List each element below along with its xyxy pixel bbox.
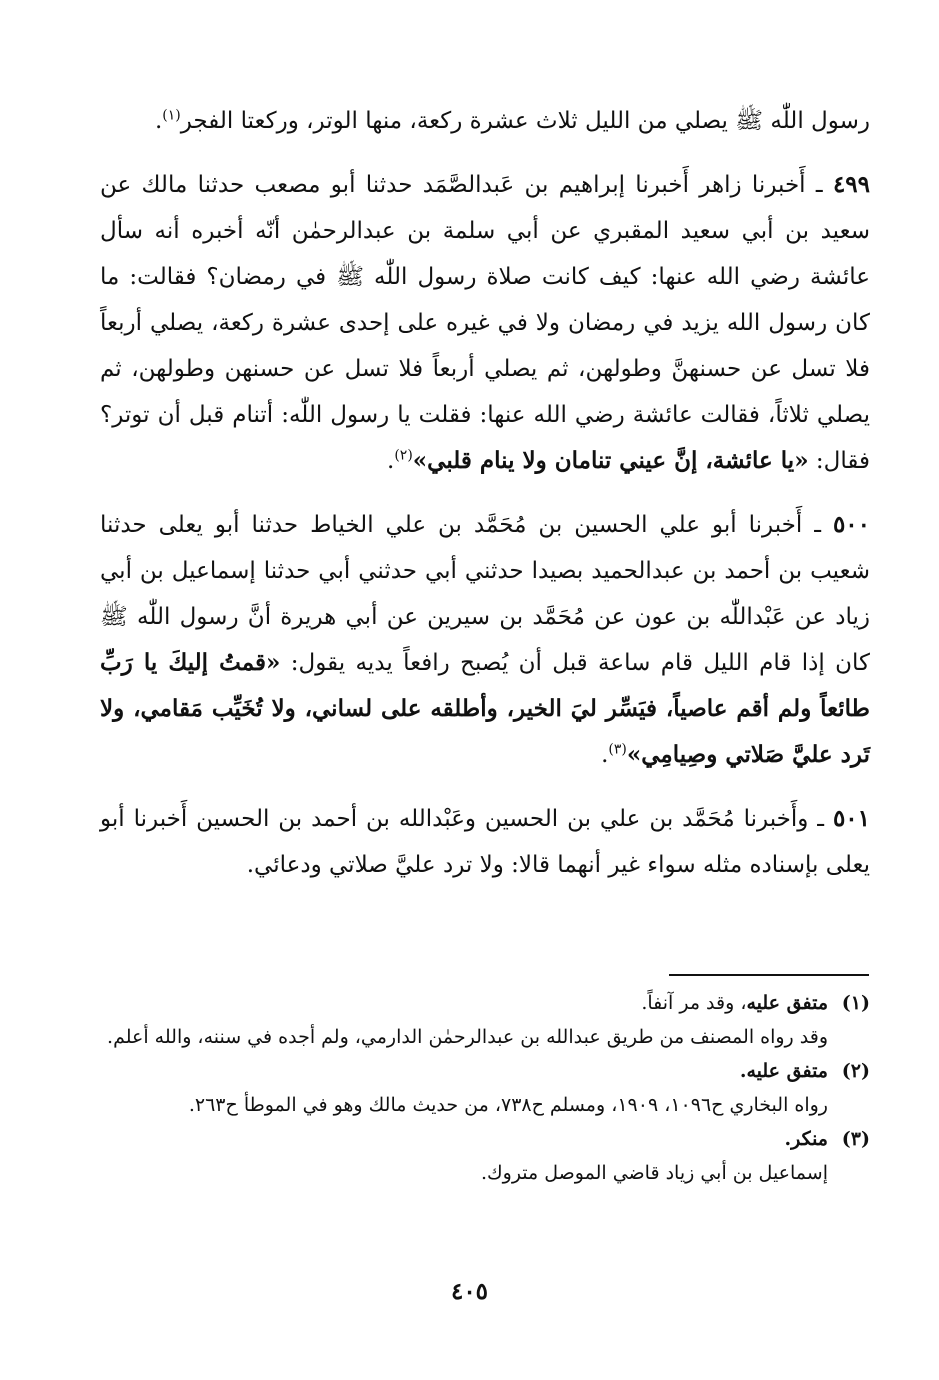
hadith-501 (100, 796, 870, 888)
footnote-3-detail: إسماعيل بن أبي زياد قاضي الموصل متروك. (480, 1162, 828, 1184)
hadith-number: ٤٩٩ (832, 171, 870, 198)
paragraph-end: . (387, 448, 395, 474)
paragraph-text: رسول اللّٰه ﷺ يصلي من الليل ثلاث عشرة ركعة، منها الوتر، وركعتا الفجر (180, 108, 870, 134)
footnote-number: (١) (841, 992, 870, 1014)
hadith-number: ٥٠١ (832, 805, 870, 832)
paragraph-continuation (100, 98, 870, 144)
footnote-2-detail: رواه البخاري ح١٠٩٦، ١٩٠٩، ومسلم ح٧٣٨، من حديث مالك وهو في الموطأ ح٢٦٣. (188, 1094, 828, 1116)
footnote-grade: متفق عليه (746, 992, 828, 1014)
hadith-text: ـ أَخبرنا زاهر أَخبرنا إبراهيم بن عَبدالصَّمَد حدثنا أبو مصعب حدثنا مالك عن سعيد بن أبي سعيد المقبري عن أبي سلمة بن عبدالرحمٰن أنّه أخبره أنه سأل عائشة رضي الله عنها: كيف كانت صلاة رسول اللّٰه ﷺ في رمضان؟ فقالت: ما كان رسول الله يزيد في رمضان ولا في غيره على إحدى عشرة ركعة، يصلي أربعاً فلا تسل عن حسنهنَّ وطولهن، ثم يصلي أربعاً فلا تسل عن حسنهن وطولهن، ثم يصلي ثلاثاً، فقالت عائشة رضي الله عنها: فقلت يا رسول اللّٰه: أتنام قبل أن توتر؟ فقال: (100, 172, 870, 474)
hadith-text: ـ وأَخبرنا مُحَمَّد بن علي بن الحسين وعَبْدالله بن أحمد بن الحسين أَخبرنا أبو يعلى بإسناده مثله سواء غير أنهما قالا: ولا ترد عليَّ صلاتي ودعائي. (100, 806, 870, 878)
footnote-1 (100, 986, 870, 1020)
footnote-ref-2[interactable]: (٢) (394, 447, 413, 464)
footnote-3 (100, 1122, 870, 1156)
footnote-1-detail: وقد رواه المصنف من طريق عبدالله بن عبدالرحمٰن الدارمي، ولم أجده في سننه، والله أعلم. (107, 1026, 828, 1048)
main-text (100, 98, 870, 906)
footnote-divider (669, 974, 869, 976)
hadith-500 (100, 502, 870, 778)
footnote-number: (٣) (841, 1128, 870, 1150)
footnote-2 (100, 1054, 870, 1088)
footnote-grade: متفق عليه. (739, 1060, 828, 1082)
hadith-quote: «يا عائشة، إنَّ عيني تنامان ولا ينام قلبي» (412, 447, 809, 474)
paragraph-end: . (154, 108, 163, 134)
paragraph-end: . (601, 742, 609, 768)
hadith-text: ـ أَخبرنا أبو علي الحسين بن مُحَمَّد بن علي الخياط حدثنا أبو يعلى حدثنا شعيب بن أحمد بن عبدالحميد بصيدا حدثني أبي حدثني أبي حدثنا إسماعيل بن أبي زياد عن عَبْداللّٰه بن عون عن مُحَمَّد بن سيرين عن أبي هريرة أنَّ رسول اللّٰه ﷺ كان إذا قام الليل قام ساعة قبل أن يُصبح رافعاً يديه يقول: (100, 512, 870, 676)
footnote-grade: منكر. (784, 1128, 828, 1150)
page-number: ٤٠٥ (450, 1278, 489, 1305)
footnote-ref-1[interactable]: (١) (162, 107, 181, 124)
footnotes (100, 986, 870, 1190)
hadith-499 (100, 162, 870, 484)
footnote-number: (٢) (841, 1060, 870, 1082)
footnote-rest: ، وقد مر آنفاً. (641, 992, 747, 1014)
hadith-quote: «قمتُ إليكَ يا رَبِّ طائعاً ولم أقم عاصياً، فيَسِّر ليَ الخير، وأطلقه على لساني، ولا تُخَيِّب مَقامي، ولا تَرد عليَّ صَلاتي وصِيامِي» (100, 649, 870, 768)
footnote-ref-3[interactable]: (٣) (608, 741, 627, 758)
hadith-number: ٥٠٠ (832, 511, 870, 538)
